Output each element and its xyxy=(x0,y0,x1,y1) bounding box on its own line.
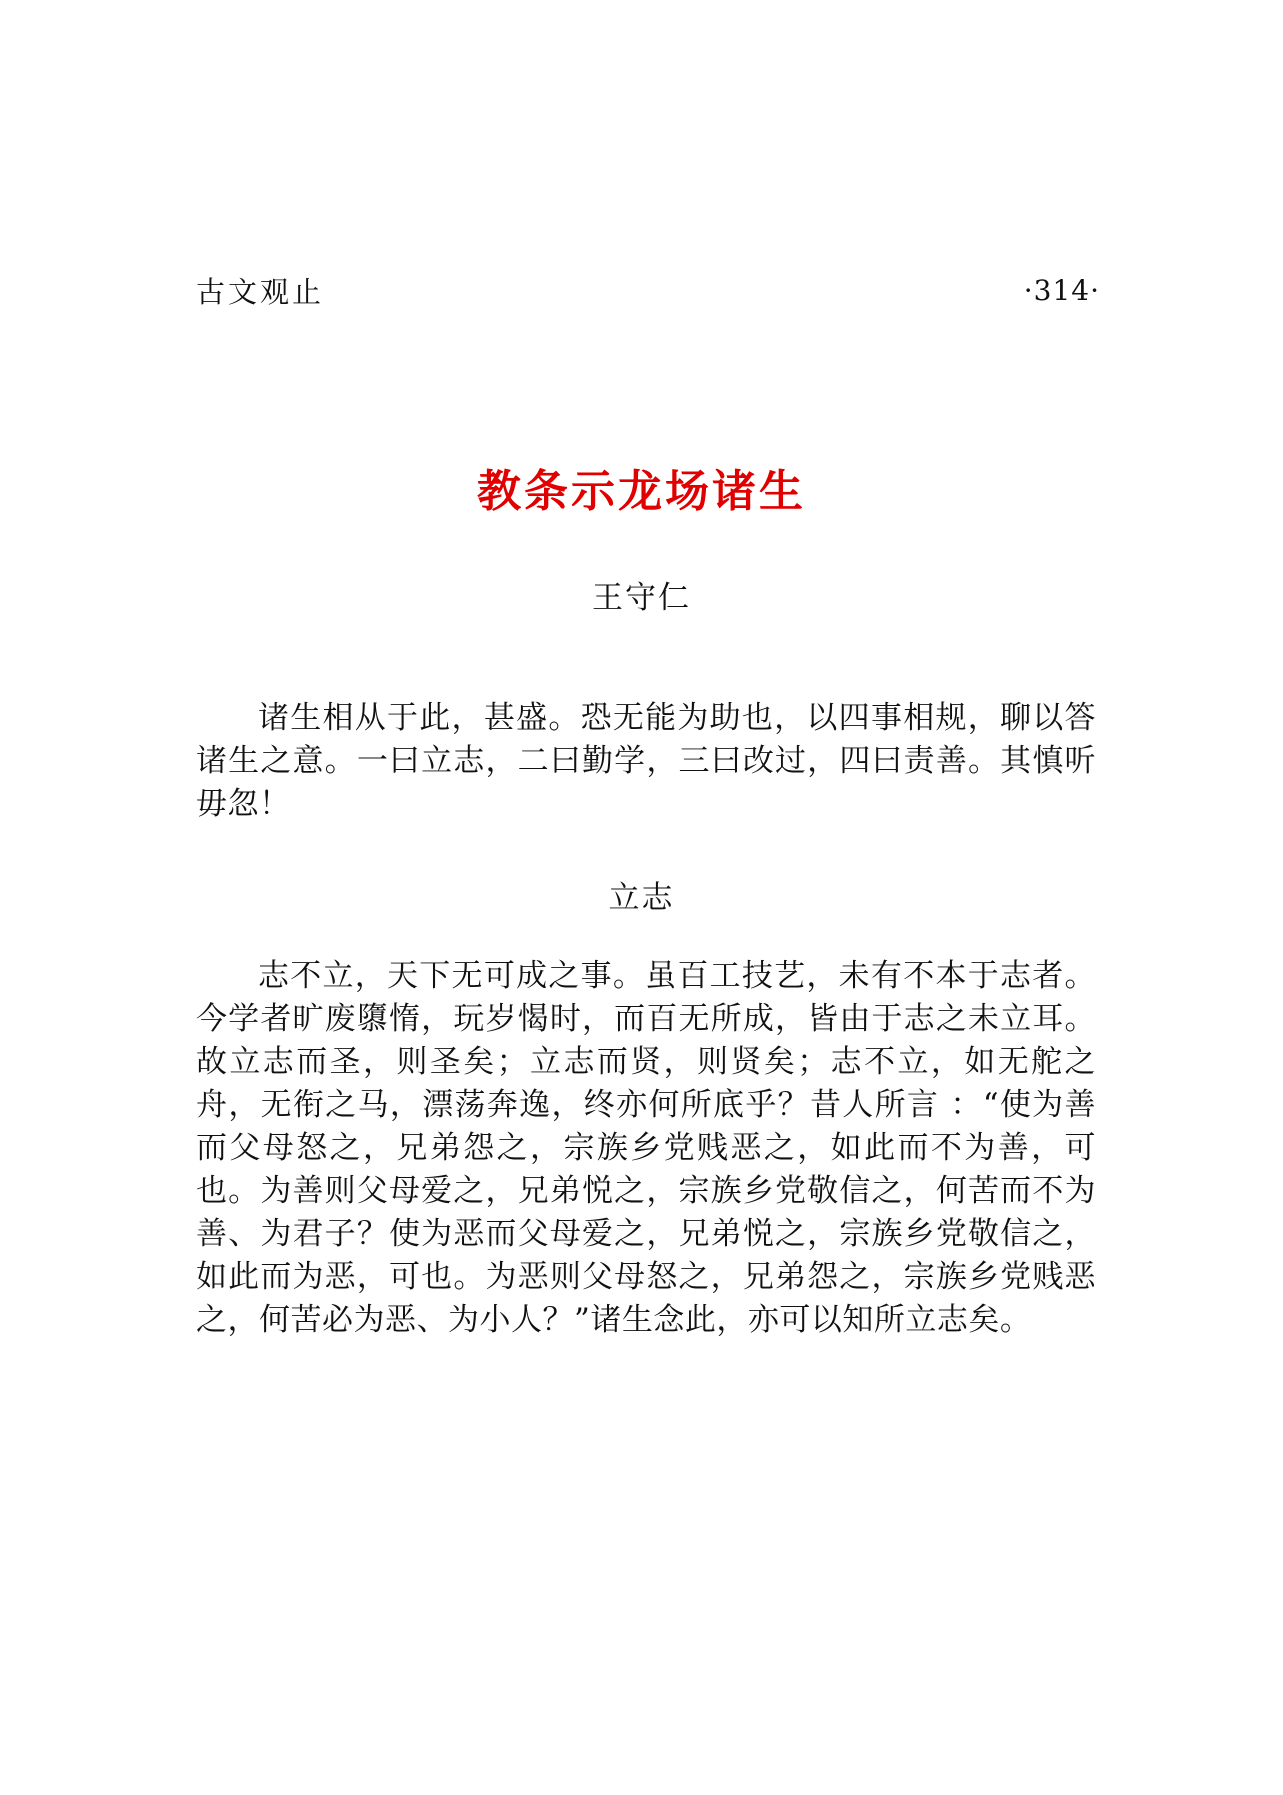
page-number: ·314· xyxy=(1023,273,1100,307)
author-name: 王守仁 xyxy=(592,580,691,616)
section-heading: 立志 xyxy=(608,880,675,916)
chapter-title: 教条示龙场诸生 xyxy=(477,466,806,517)
section-paragraph: 志不立，天下无可成之事。虽百工技艺，未有不本于志者。今学者旷废隳惰，玩岁愒时，而百无所成，皆由于志之未立耳。故立志而圣，则圣矣；立志而贤，则贤矣；志不立，如无舵之舟，无衔之马，漂荡奔逸，终亦何所底乎？昔人所言 ：“使为善而父母怒之，兄弟怨之，宗族乡党贱恶之，如此而不为善，可也。为善则父母爱之，兄弟悦之，宗族乡党敬信之，何苦而不为善、为君子？使为恶而父母爱之，兄弟悦之，宗族乡党敬信之，如此而为恶，可也。为恶则父母怒之，兄弟怨之，宗族乡党贱恶之，何苦必为恶、为小人？”诸生念此，亦可以知所立志矣。 xyxy=(196,958,1096,1338)
running-header xyxy=(196,270,1100,310)
intro-paragraph: 诸生相从于此，甚盛。恐无能为助也，以四事相规，聊以答诸生之意。一曰立志，二曰勤学，三曰改过，四曰责善。其慎听毋忽！ xyxy=(196,700,1096,822)
book-title: 古文观止 xyxy=(196,274,325,309)
